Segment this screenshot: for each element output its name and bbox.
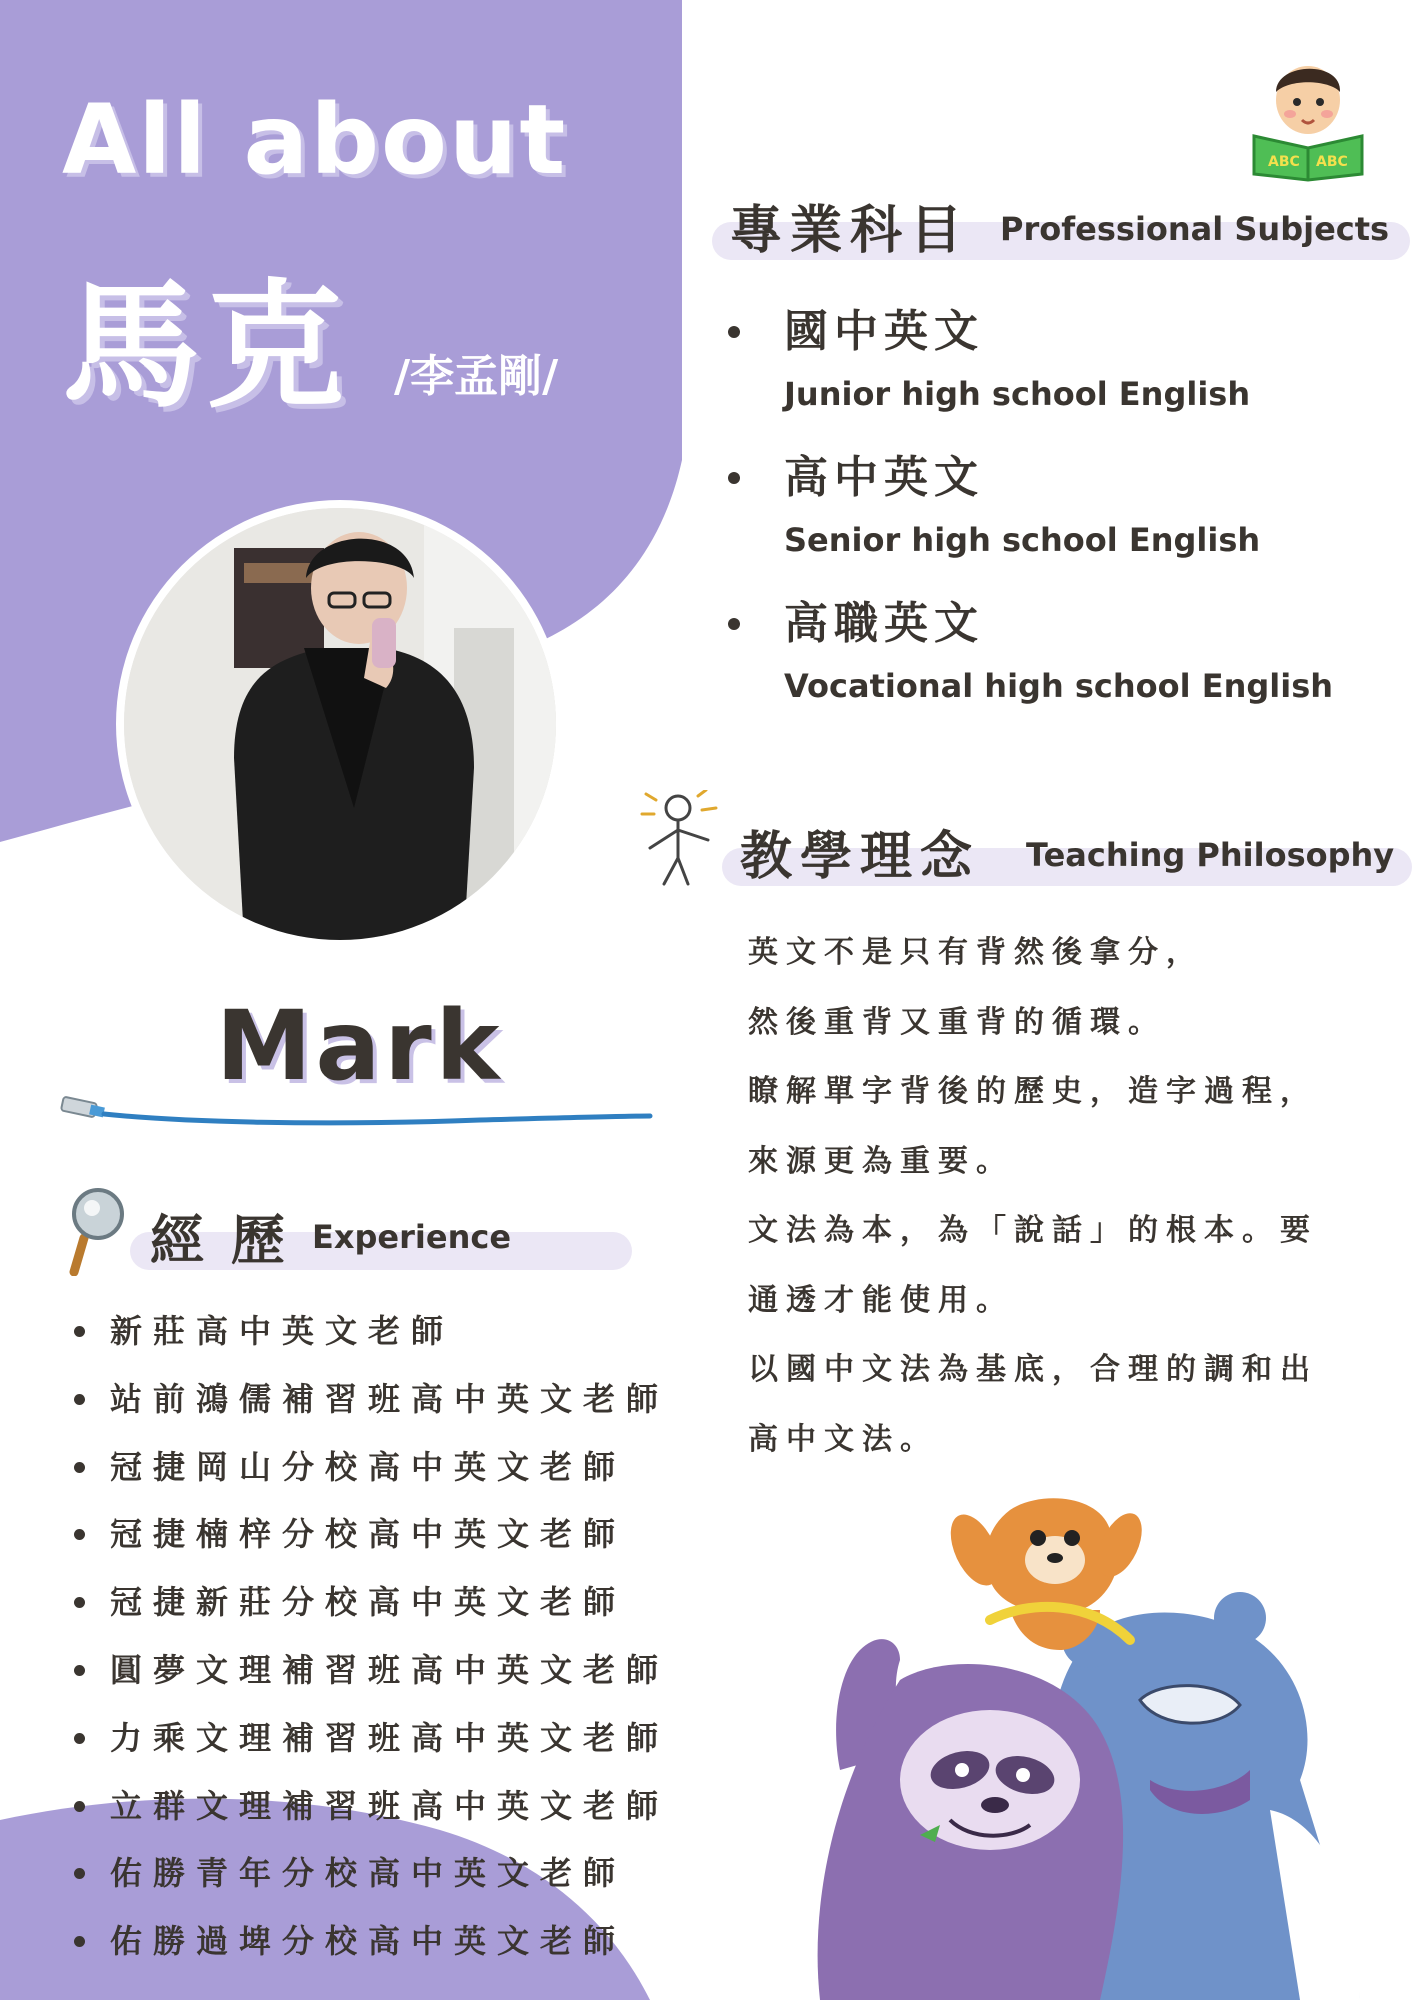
svg-text:ABC: ABC (1316, 154, 1348, 170)
subjects-heading-zh: 專業科目 (730, 201, 971, 261)
list-item (66, 1302, 746, 1370)
philosophy-heading-en: Teaching Philosophy (1026, 836, 1395, 874)
list-item (730, 446, 1370, 570)
paint-tube-icon (60, 1090, 660, 1130)
experience-item: 力乘文理補習班高中英文老師 (110, 1718, 670, 1757)
list-item (66, 1573, 746, 1641)
experience-list (66, 1302, 746, 1980)
bullet (74, 1462, 85, 1473)
philosophy-line: 文法為本，為「說話」的根本。要 (748, 1213, 1318, 1248)
bullet (74, 1665, 85, 1676)
bullet (728, 326, 740, 338)
bullet (74, 1529, 85, 1540)
bullet (74, 1733, 85, 1744)
subjects-list (730, 300, 1370, 738)
bullet (74, 1326, 85, 1337)
bullet (74, 1394, 85, 1405)
list-item (66, 1709, 746, 1777)
list-item (66, 1370, 746, 1438)
alternate-name: /李孟剛/ (394, 351, 559, 402)
experience-item: 圓夢文理補習班高中英文老師 (110, 1650, 670, 1689)
list-item (66, 1505, 746, 1573)
bullet (728, 472, 740, 484)
bullet (74, 1597, 85, 1608)
subject-zh: 高中英文 (784, 452, 984, 503)
list-item (66, 1641, 746, 1709)
experience-item: 冠捷岡山分校高中英文老師 (110, 1447, 627, 1486)
boy-reading-book-icon (1250, 52, 1370, 182)
list-item (66, 1777, 746, 1845)
philosophy-line: 來源更為重要。 (748, 1143, 1014, 1179)
header-title: All about (62, 84, 568, 196)
chinese-name: 馬克 (62, 266, 351, 427)
philosophy-line: 高中文法。 (748, 1421, 938, 1457)
subject-en: Junior high school English (784, 375, 1251, 413)
philosophy-text (748, 918, 1388, 1474)
subject-en: Senior high school English (784, 521, 1261, 559)
svg-text:ABC: ABC (1268, 154, 1300, 170)
animal-mascots-illustration (800, 1490, 1410, 2000)
experience-heading-zh: 經 歷 (150, 1209, 289, 1272)
experience-heading-en: Experience (312, 1218, 512, 1256)
bullet (74, 1868, 85, 1879)
subject-zh: 高職英文 (784, 598, 984, 649)
bullet (74, 1936, 85, 1947)
subject-en: Vocational high school English (784, 667, 1334, 705)
philosophy-line: 以國中文法為基底，合理的調和出 (748, 1352, 1318, 1387)
profile-photo (124, 508, 556, 940)
list-item (66, 1912, 746, 1980)
bullet (728, 618, 740, 630)
list-item (730, 300, 1370, 424)
experience-item: 新莊高中英文老師 (110, 1312, 455, 1350)
list-item (730, 592, 1370, 716)
bullet (74, 1801, 85, 1812)
list-item (66, 1438, 746, 1506)
philosophy-line: 瞭解單字背後的歷史，造字過程， (748, 1074, 1318, 1109)
list-item (66, 1844, 746, 1912)
experience-item: 佑勝青年分校高中英文老師 (110, 1854, 627, 1893)
experience-item: 冠捷新莊分校高中英文老師 (110, 1583, 627, 1622)
subjects-heading-en: Professional Subjects (1000, 210, 1390, 248)
experience-item: 佑勝過埤分校高中英文老師 (110, 1922, 627, 1961)
stick-figure-icon (636, 790, 726, 890)
philosophy-line: 英文不是只有背然後拿分， (748, 935, 1204, 970)
philosophy-line: 通透才能使用。 (748, 1282, 1014, 1318)
english-name: Mark (216, 990, 504, 1102)
philosophy-line: 然後重背又重背的循環。 (748, 1004, 1166, 1040)
experience-item: 立群文理補習班高中英文老師 (110, 1786, 670, 1825)
experience-item: 冠捷楠梓分校高中英文老師 (110, 1515, 627, 1554)
philosophy-heading-zh: 教學理念 (740, 827, 981, 887)
experience-item: 站前鴻儒補習班高中英文老師 (110, 1379, 670, 1418)
magnifier-icon (66, 1186, 136, 1276)
subject-zh: 國中英文 (784, 306, 984, 357)
